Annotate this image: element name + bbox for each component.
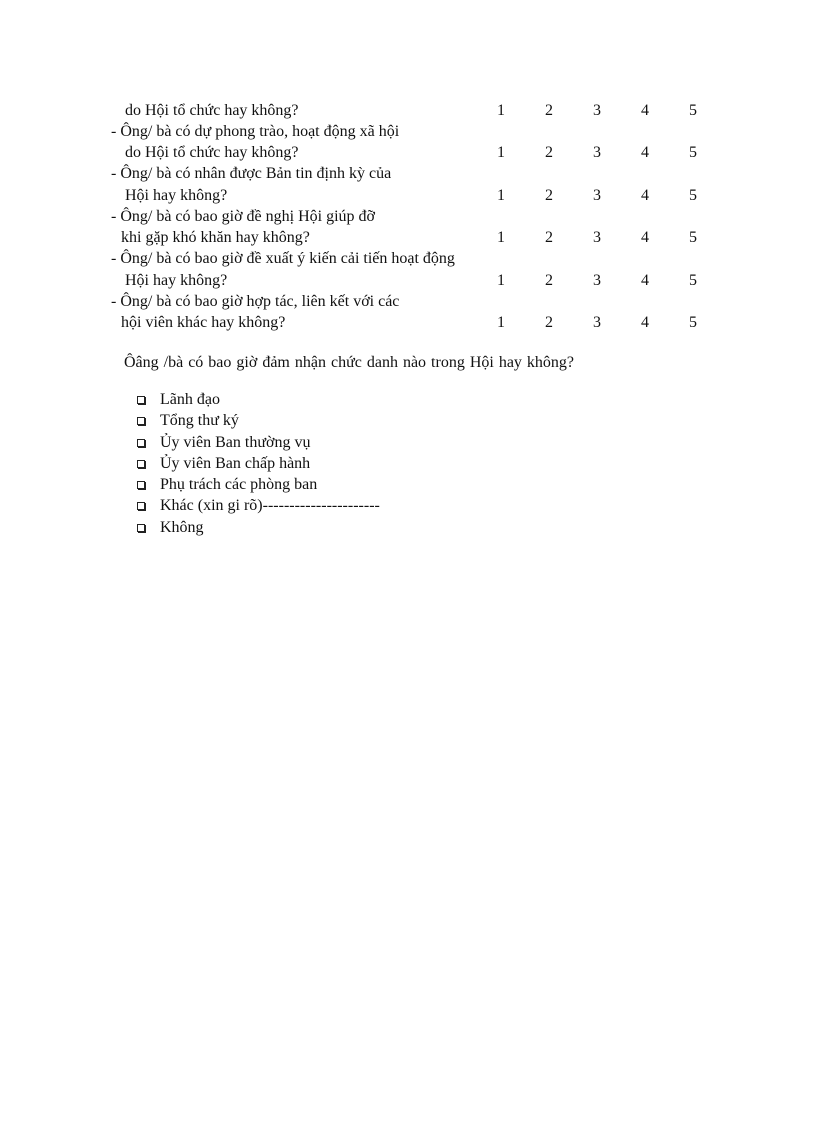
rating-option-3[interactable]: 3 [593,187,601,204]
option-label: Phụ trách các phòng ban [160,476,318,494]
rating-item-line [0,292,816,312]
rating-option-4[interactable]: 4 [641,102,649,119]
rating-row [0,271,816,291]
rating-option-3[interactable]: 3 [593,144,601,161]
rating-option-4[interactable]: 4 [641,272,649,289]
rating-item-text: - Ông/ bà có bao giờ hợp tác, liên kết với các [111,293,400,310]
rating-item-text: khi gặp khó khăn hay không? [121,229,310,246]
rating-item-text: - Ông/ bà có bao giờ đề nghị Hội giúp đỡ [111,208,375,225]
rating-row [0,186,816,206]
rating-option-2[interactable]: 2 [545,102,553,119]
rating-item-text: hội viên khác hay không? [121,314,286,331]
rating-option-2[interactable]: 2 [545,314,553,331]
rating-item-text: - Ông/ bà có bao giờ đề xuất ý kiến cải tiến hoạt động [111,250,455,267]
rating-row [0,143,816,163]
rating-item-text: do Hội tổ chức hay không? [125,144,299,161]
option-label: Khác (xin gi rõ)---------------------- [160,497,380,515]
rating-option-2[interactable]: 2 [545,272,553,289]
rating-option-5[interactable]: 5 [689,187,697,204]
rating-option-5[interactable]: 5 [689,229,697,246]
option-label: Không [160,518,204,536]
position-question: Ôâng /bà có bao giờ đảm nhận chức danh nào trong Hội hay không? [124,354,575,371]
rating-item-text: Hội hay không? [125,187,228,204]
checkbox-icon[interactable] [137,460,145,468]
rating-item-text: do Hội tổ chức hay không? [125,102,299,119]
rating-option-1[interactable]: 1 [497,314,505,331]
rating-item-line [0,122,816,142]
rating-option-4[interactable]: 4 [641,314,649,331]
rating-item-text: - Ông/ bà có dự phong trào, hoạt động xã hội [111,123,400,140]
rating-row [0,228,816,248]
rating-row [0,313,816,333]
option-label: Ủy viên Ban thường vụ [160,433,311,451]
checkbox-icon[interactable] [137,524,145,532]
rating-option-2[interactable]: 2 [545,187,553,204]
rating-option-3[interactable]: 3 [593,314,601,331]
rating-option-5[interactable]: 5 [689,102,697,119]
rating-item-text: Hội hay không? [125,272,228,289]
option-label: Ủy viên Ban chấp hành [160,454,311,472]
option-label: Tổng thư ký [160,412,239,430]
checkbox-icon[interactable] [137,417,145,425]
rating-item-line [0,249,816,269]
rating-item-text: - Ông/ bà có nhân được Bản tin định kỳ của [111,165,392,182]
rating-option-1[interactable]: 1 [497,272,505,289]
rating-option-4[interactable]: 4 [641,144,649,161]
rating-option-2[interactable]: 2 [545,229,553,246]
rating-option-1[interactable]: 1 [497,229,505,246]
checkbox-icon[interactable] [137,396,145,404]
option-label: Lãnh đạo [160,391,220,408]
rating-option-3[interactable]: 3 [593,229,601,246]
rating-item-line [0,164,816,184]
checkbox-icon[interactable] [137,481,145,489]
rating-row [0,101,816,121]
rating-option-5[interactable]: 5 [689,144,697,161]
rating-option-3[interactable]: 3 [593,272,601,289]
rating-item-line [0,207,816,227]
rating-option-4[interactable]: 4 [641,229,649,246]
rating-option-2[interactable]: 2 [545,144,553,161]
checkbox-icon[interactable] [137,439,145,447]
checkbox-icon[interactable] [137,502,145,510]
rating-option-1[interactable]: 1 [497,187,505,204]
rating-option-3[interactable]: 3 [593,102,601,119]
rating-option-5[interactable]: 5 [689,272,697,289]
rating-option-5[interactable]: 5 [689,314,697,331]
rating-option-1[interactable]: 1 [497,102,505,119]
rating-option-4[interactable]: 4 [641,187,649,204]
rating-option-1[interactable]: 1 [497,144,505,161]
